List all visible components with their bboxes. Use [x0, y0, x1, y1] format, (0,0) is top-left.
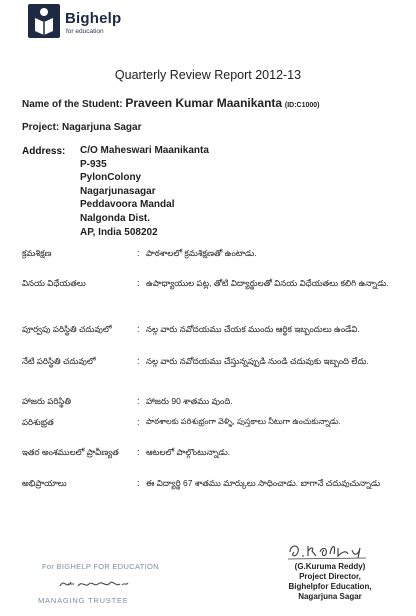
student-name-label: Name of the Student:: [22, 99, 123, 110]
review-colon: :: [137, 447, 140, 457]
for-organization-label: For BIGHELP FOR EDUCATION: [42, 562, 159, 571]
signatory-org: Bighelpfor Education,: [288, 582, 372, 591]
review-value: ఈ విద్యార్థి 67 శాతము మార్కులు సాధించాడు. బాగానే చదువుచున్నాడు: [146, 478, 381, 488]
address-line: P-935: [80, 158, 107, 170]
student-name: Praveen Kumar Maanikanta: [125, 96, 283, 110]
review-label: క్రమశిక్షణ: [22, 248, 52, 258]
review-label: అభిప్రాయాలు: [22, 478, 67, 488]
review-value: నల్గ వారు నవోదయము చేస్తున్నప్పుడి నుండి చదువుకు ఇబ్బంది లేదు.: [146, 356, 369, 366]
student-id: (ID:C1000): [284, 102, 320, 109]
address-line: PylonColony: [80, 172, 142, 184]
review-colon: :: [137, 417, 140, 427]
signatory-location: Nagarjuna Sagar: [298, 592, 362, 601]
org-tagline: for education: [66, 28, 104, 35]
review-label: ఇతర అంశములలో ప్రావీణ్యత: [22, 447, 119, 457]
review-value: పాఠశాలకు పరిశుభ్రంగా వెళ్ళి, పుస్తకాలు నీటుగా ఉంచుకున్నాడు.: [146, 417, 341, 426]
review-label: వినయ విధేయతలు: [22, 278, 86, 288]
address-line: C/O Maheswari Maanikanta: [80, 145, 209, 156]
address-line: Nalgonda Dist.: [80, 212, 151, 224]
trustee-signature: [58, 572, 138, 594]
signatory-details: [270, 562, 390, 602]
address-line: AP, India 508202: [80, 226, 158, 238]
address-label: Address:: [22, 146, 66, 157]
org-name: Bighelp: [65, 10, 122, 27]
review-colon: :: [137, 396, 140, 406]
signatory-name: (G.Kuruma Reddy): [294, 562, 366, 571]
review-value: పాఠశాలలో క్రమశిక్షణతో ఉంటాడు.: [146, 248, 257, 258]
report-title: Quarterly Review Report 2012-13: [114, 68, 302, 82]
trustee-label: MANAGING TRUSTEE: [38, 596, 129, 605]
review-label: పరిశుభ్రత: [22, 417, 54, 427]
footer-right-signature-block: [270, 538, 410, 614]
review-colon: :: [137, 278, 140, 288]
review-colon: :: [137, 478, 140, 488]
address-line: Nagarjunasagar: [80, 185, 156, 197]
director-signature: [286, 540, 370, 562]
address-line: Peddavoora Mandal: [80, 199, 175, 211]
review-colon: :: [137, 356, 140, 366]
review-value: నల్గ వారు నవోదయము చేయక ముందు ఆర్థిక ఇబ్బందులు ఉండేవి.: [146, 324, 360, 334]
review-value: ఉపాధ్యాయుల పట్ల, తోటి విద్యార్థులతో వినయ విధేయతలు కలిగి ఉన్నాడు.: [146, 278, 389, 288]
review-value: హాజరు 90 శాతము వుంది.: [146, 396, 233, 406]
footer-left-signature-block: [30, 556, 190, 612]
review-label: నేటి పరిస్థితి చదువులో: [22, 356, 96, 366]
project-value: Nagarjuna Sagar: [62, 122, 142, 133]
project-label: Project:: [22, 122, 60, 133]
review-label: హాజరు పరిస్థితి: [22, 396, 72, 406]
review-label: పూర్వపు పరిస్థితి చదువులో: [22, 324, 112, 334]
review-colon: :: [137, 324, 140, 334]
review-colon: :: [137, 248, 140, 258]
review-value: ఆటలలో పాల్గొంటున్నాడు.: [146, 447, 231, 457]
signatory-title: Project Director,: [299, 572, 361, 581]
